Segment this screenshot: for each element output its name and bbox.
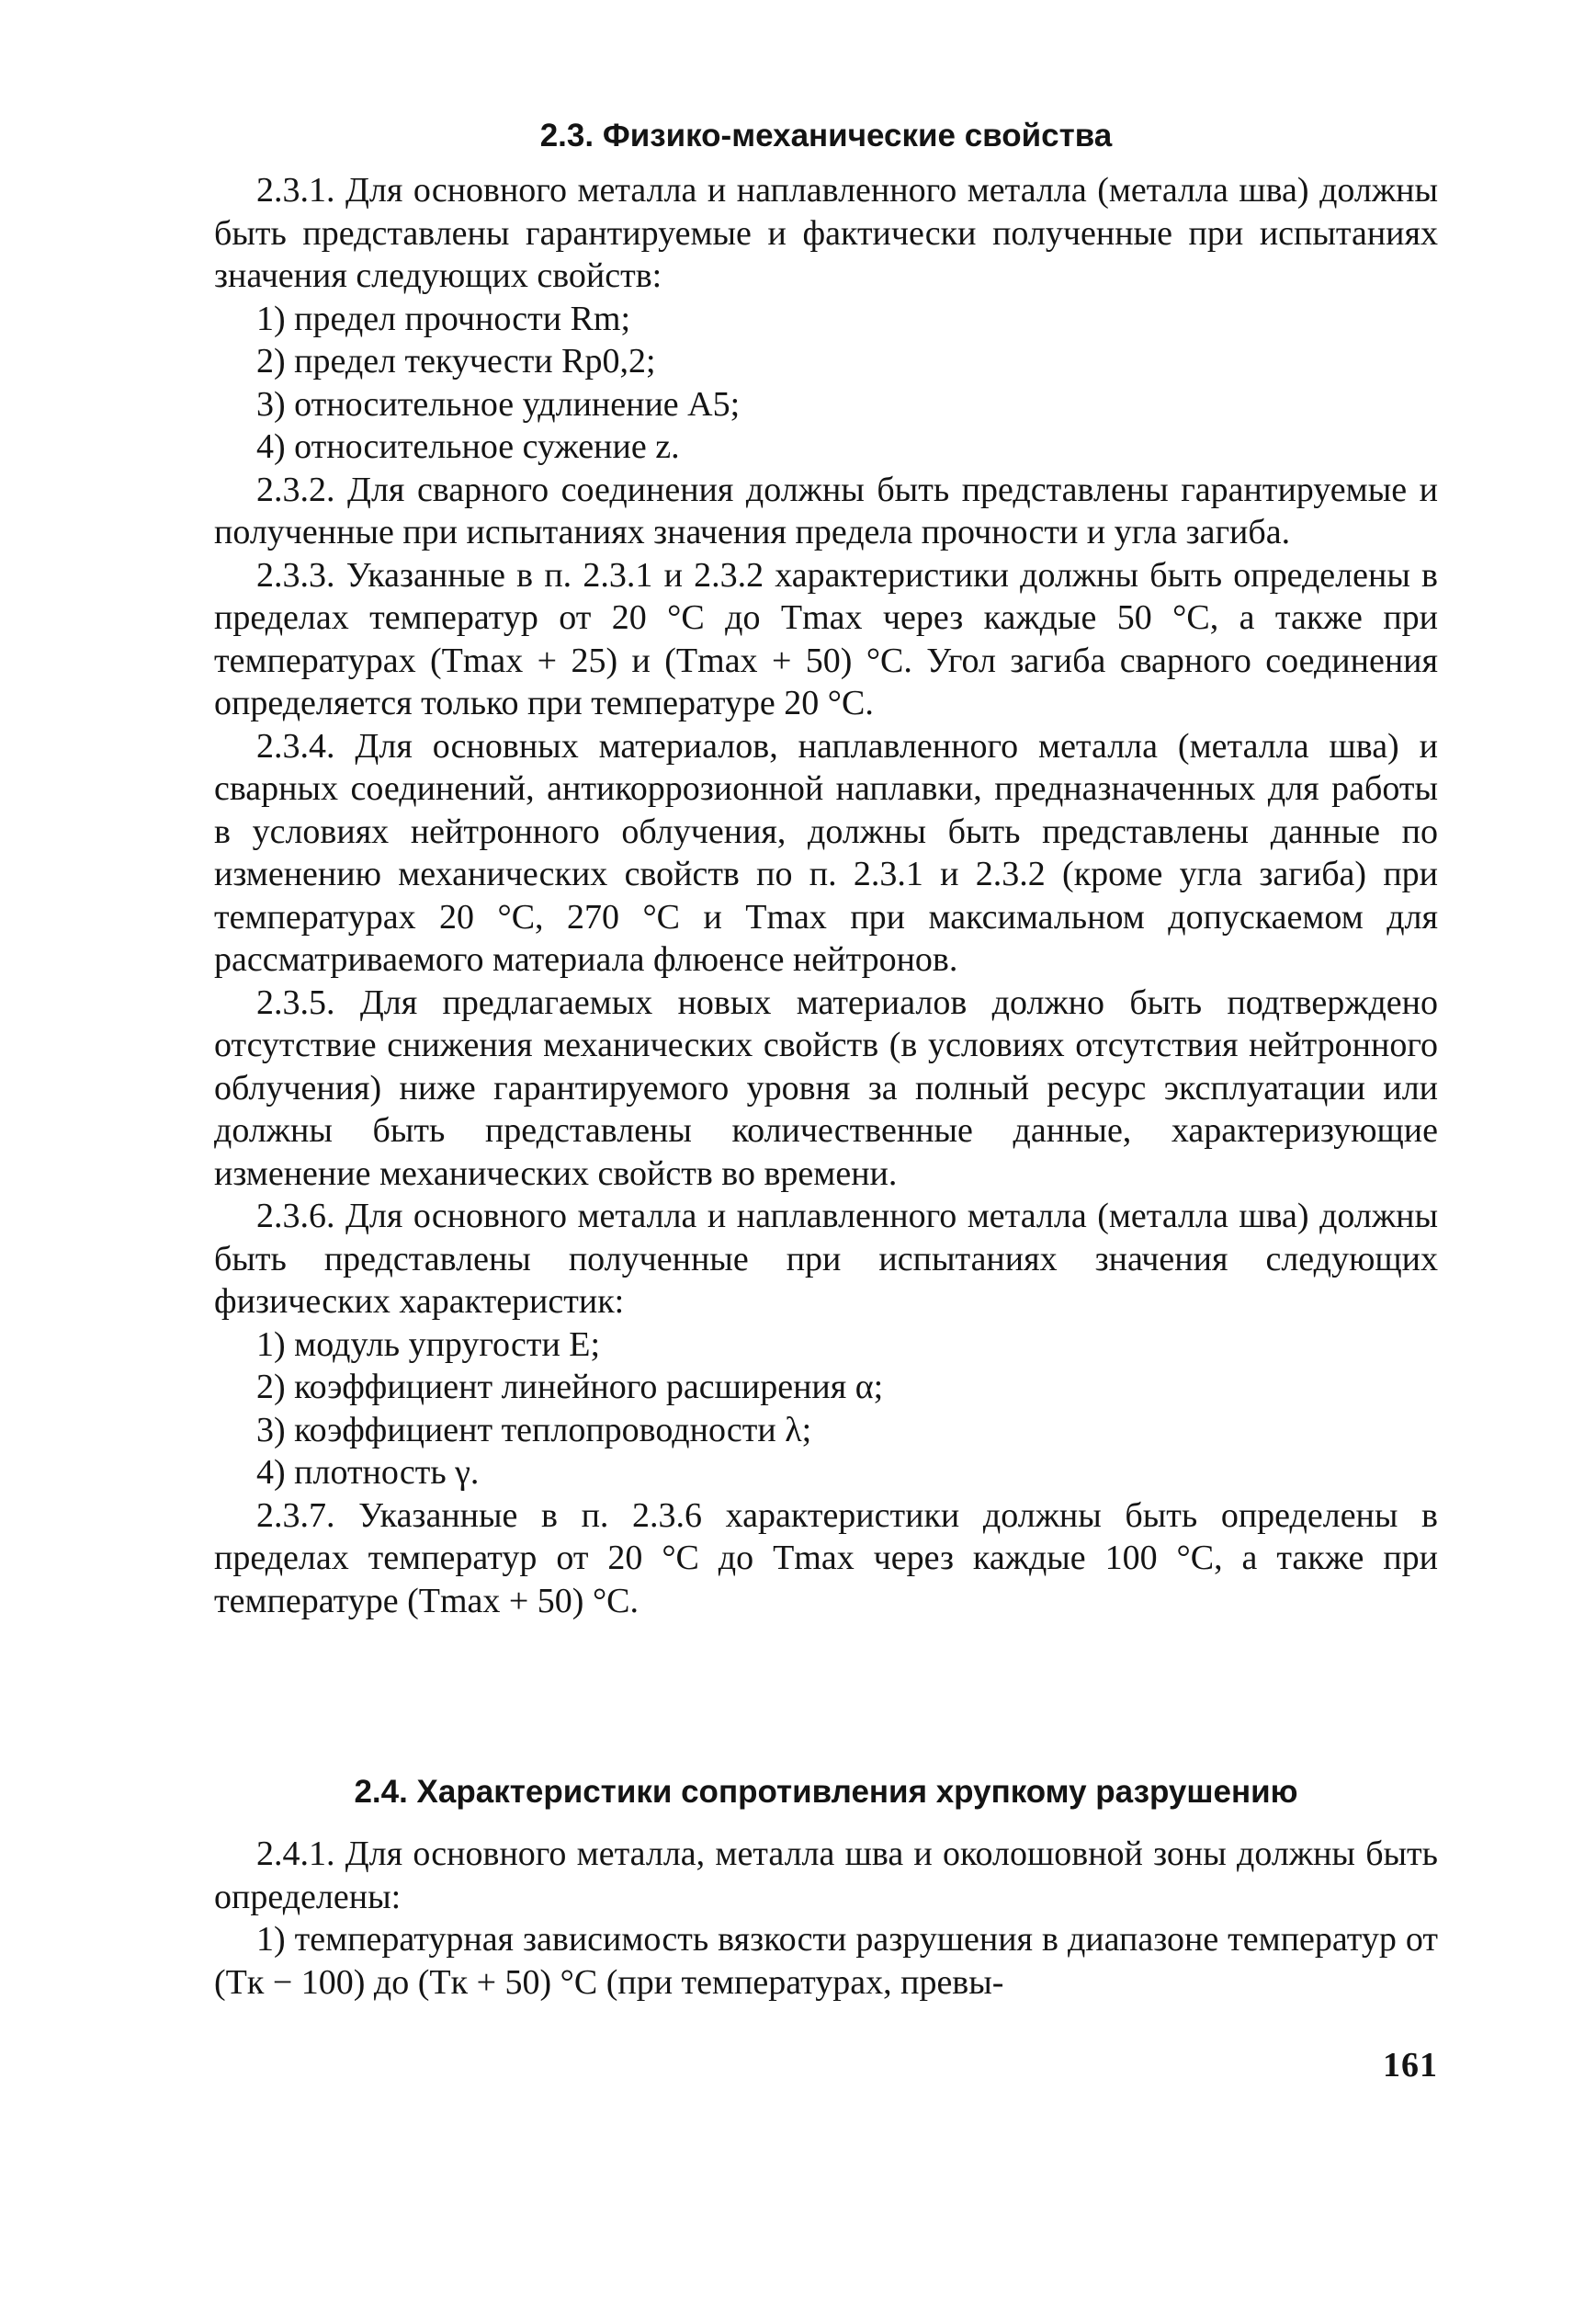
list-item: 1) предел прочности Rm; — [256, 299, 631, 338]
section-heading-2-4: 2.4. Характеристики сопротивления хрупкому разрушению — [354, 1774, 1298, 1810]
list-item: 2) предел текучести Rp0,2; — [256, 342, 656, 381]
paragraph-2-3-7: 2.3.7. Указанные в п. 2.3.6 характеристики должны быть определены в пределах температур от 20 °С до Tmax через каждые 100 °С, а также при температуре (Tmax + 50) °С. — [214, 1495, 1438, 1620]
section-2-3 — [214, 116, 1438, 1622]
paragraph-2-3-5: 2.3.5. Для предлагаемых новых материалов должно быть подтверждено отсутствие снижения механических свойств (в условиях отсутствия нейтронного облучения) ниже гарантируемого уровня за полный ресурс эксплуатации или должны быть представлены количественные данные, характеризующие изменение механических свойств во времени. — [214, 983, 1438, 1193]
page-number: 161 — [1383, 2046, 1438, 2084]
paragraph-2-3-6: 2.3.6. Для основного металла и наплавленного металла (металла шва) должны быть представлены полученные при испытаниях значения следующих физических характеристик: — [214, 1197, 1438, 1321]
list-item: 2) коэффициент линейного расширения α; — [256, 1368, 884, 1406]
list-item: 1) модуль упругости E; — [256, 1324, 601, 1364]
list-item: 4) плотность γ. — [256, 1453, 480, 1492]
list-item: 3) относительное удлинение A5; — [256, 384, 741, 424]
section-2-4 — [214, 1772, 1438, 2004]
section-heading-2-3: 2.3. Физико-механические свойства — [539, 118, 1113, 153]
paragraph-2-3-3: 2.3.3. Указанные в п. 2.3.1 и 2.3.2 характеристики должны быть определены в пределах температур от 20 °С до Tmax через каждые 50 °С, а также при температурах (Tmax + 25) и (Tmax + 50) °С. Угол загиба сварного соединения определяется только при температуре 20 °С. — [214, 555, 1438, 722]
paragraph-2-4-1-item-1: 1) температурная зависимость вязкости разрушения в диапазоне температур от (Tк − 100) до (Tк + 50) °С (при температурах, превы- — [214, 1920, 1438, 2002]
list-item: 3) коэффициент теплопроводности λ; — [256, 1410, 812, 1449]
paragraph-2-3-2: 2.3.2. Для сварного соединения должны быть представлены гарантируемые и полученные при испытаниях значения предела прочности и угла загиба. — [214, 470, 1438, 551]
list-item: 4) относительное сужение z. — [256, 427, 680, 466]
paragraph-2-3-4: 2.3.4. Для основных материалов, наплавленного металла (металла шва) и сварных соединений, антикоррозионной наплавки, предназначенных для работы в условиях нейтронного облучения, должны быть представлены данные по изменению механических свойств по п. 2.3.1 и 2.3.2 (кроме угла загиба) при температурах 20 °С, 270 °С и Tmax при максимальном допускаемом для рассматриваемого материала флюенсе нейтронов. — [214, 726, 1438, 979]
paragraph-2-4-1: 2.4.1. Для основного металла, металла шва и околошовной зоны должны быть определены: — [214, 1835, 1438, 1916]
paragraph-2-3-1: 2.3.1. Для основного металла и наплавленного металла (металла шва) должны быть представлены гарантируемые и фактически полученные при испытаниях значения следующих свойств: — [214, 171, 1438, 295]
